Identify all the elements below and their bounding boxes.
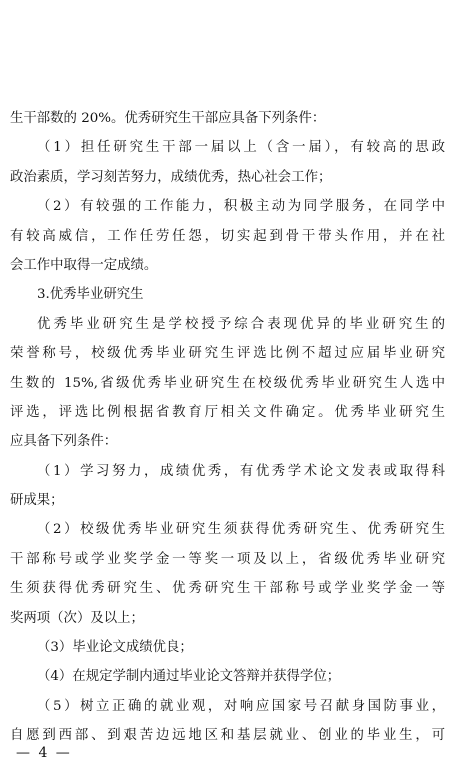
text-line: 会工作中取得一定成绩。 [10, 257, 158, 273]
text-line: 有较高威信，工作任劳任怨，切实起到骨干带头作用，并在社 [10, 228, 445, 244]
text-line: 生须获得优秀研究生、优秀研究生干部称号或学业奖学金一等 [10, 581, 445, 597]
text-line: 评选，评选比例根据省教育厅相关文件确定。优秀毕业研究生 [10, 404, 445, 420]
text-line: （2）校级优秀毕业研究生须获得优秀研究生、优秀研究生 [37, 522, 445, 538]
text-line: （4）在规定学制内通过毕业论文答辩并获得学位； [37, 669, 341, 685]
document-body [10, 104, 445, 751]
text-line: 应具备下列条件： [10, 434, 118, 450]
page-number: — 4 — [16, 745, 72, 761]
text-line: 生干部数的 20%。优秀研究生干部应具备下列条件： [10, 111, 326, 126]
text-line: 干部称号或学业奖学金一等奖一项及以上，省级优秀毕业研究 [10, 551, 445, 567]
text-line: 荣誉称号，校级优秀毕业研究生评选比例不超过应届毕业研究 [10, 346, 445, 362]
text-line: 生数的 15%,省级优秀毕业研究生在校级优秀毕业研究生人选中 [10, 375, 445, 391]
text-line: 研成果； [10, 493, 64, 509]
text-line: 奖两项（次）及以上； [10, 610, 144, 626]
text-line: （3）毕业论文成绩优良； [37, 640, 193, 656]
text-line: 自愿到西部、到艰苦边远地区和基层就业、创业的毕业生，可 [10, 728, 445, 744]
text-line: （5）树立正确的就业观，对响应国家号召献身国防事业， [37, 698, 445, 714]
section-heading: 3.优秀毕业研究生 [37, 287, 144, 303]
text-line: 政治素质，学习刻苦努力，成绩优秀，热心社会工作； [10, 169, 332, 185]
text-line: 优秀毕业研究生是学校授予综合表现优异的毕业研究生的 [37, 316, 445, 332]
text-line: （1）学习努力，成绩优秀，有优秀学术论文发表或取得科 [37, 463, 445, 479]
text-line: （2）有较强的工作能力，积极主动为同学服务，在同学中 [37, 199, 445, 215]
text-line: （1）担任研究生干部一届以上（含一届），有较高的思政 [37, 140, 445, 156]
